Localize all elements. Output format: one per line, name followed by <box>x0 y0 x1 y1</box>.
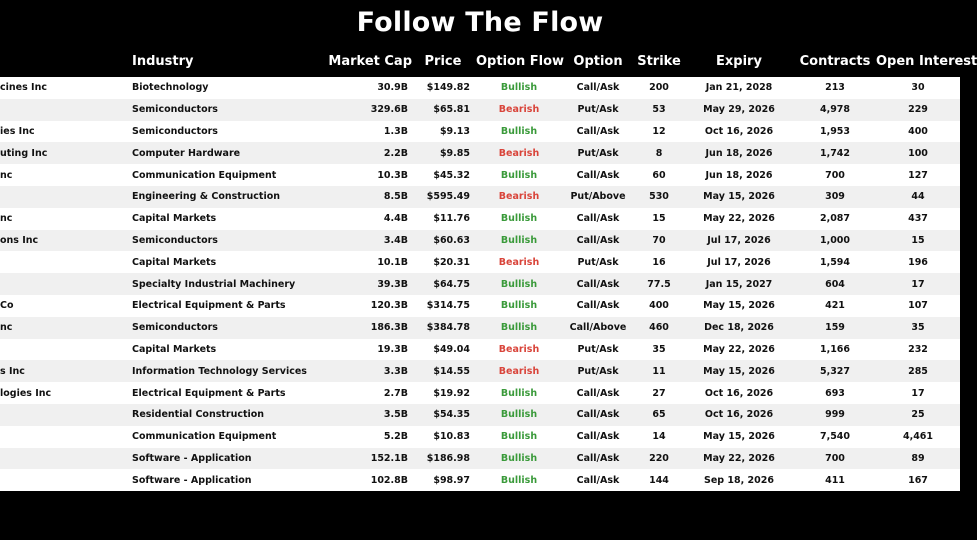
cell-contracts: 999 <box>794 404 876 426</box>
cell-open-interest: 232 <box>876 339 960 361</box>
cell-open-interest: 100 <box>876 142 960 164</box>
cell-industry: Residential Construction <box>128 404 328 426</box>
cell-option-flow: Bullish <box>476 426 562 448</box>
cell-price: $14.55 <box>416 360 476 382</box>
cell-option-flow: Bullish <box>476 317 562 339</box>
cell-market-cap: 10.3B <box>328 164 416 186</box>
cell-open-interest: 35 <box>876 317 960 339</box>
cell-company: cines Inc <box>0 77 128 99</box>
cell-open-interest: 25 <box>876 404 960 426</box>
cell-option-flow: Bearish <box>476 339 562 361</box>
cell-price: $19.92 <box>416 382 476 404</box>
cell-contracts: 1,953 <box>794 121 876 143</box>
table-row <box>0 186 960 208</box>
cell-price: $314.75 <box>416 295 476 317</box>
cell-contracts: 4,978 <box>794 99 876 121</box>
cell-option: Call/Ask <box>562 382 634 404</box>
cell-strike: 70 <box>634 230 684 252</box>
table-row <box>0 339 960 361</box>
cell-industry: Capital Markets <box>128 251 328 273</box>
cell-company <box>0 448 128 470</box>
cell-open-interest: 107 <box>876 295 960 317</box>
table-row <box>0 360 960 382</box>
cell-expiry: May 22, 2026 <box>684 208 794 230</box>
cell-expiry: May 29, 2026 <box>684 99 794 121</box>
cell-price: $9.13 <box>416 121 476 143</box>
cell-expiry: May 15, 2026 <box>684 186 794 208</box>
cell-strike: 16 <box>634 251 684 273</box>
cell-strike: 53 <box>634 99 684 121</box>
table-row <box>0 317 960 339</box>
cell-company <box>0 186 128 208</box>
cell-expiry: Jun 18, 2026 <box>684 142 794 164</box>
cell-option-flow: Bullish <box>476 121 562 143</box>
cell-expiry: May 22, 2026 <box>684 339 794 361</box>
column-header-company <box>0 46 128 77</box>
cell-company <box>0 426 128 448</box>
cell-industry: Communication Equipment <box>128 164 328 186</box>
cell-industry: Capital Markets <box>128 339 328 361</box>
cell-strike: 27 <box>634 382 684 404</box>
cell-expiry: May 15, 2026 <box>684 295 794 317</box>
cell-strike: 11 <box>634 360 684 382</box>
cell-industry: Semiconductors <box>128 121 328 143</box>
cell-price: $65.81 <box>416 99 476 121</box>
cell-market-cap: 186.3B <box>328 317 416 339</box>
cell-option: Call/Ask <box>562 295 634 317</box>
cell-option-flow: Bullish <box>476 448 562 470</box>
cell-industry: Electrical Equipment & Parts <box>128 382 328 404</box>
column-header-price: Price <box>424 54 462 69</box>
column-header-industry: Industry <box>132 54 194 69</box>
cell-open-interest: 437 <box>876 208 960 230</box>
cell-option-flow: Bearish <box>476 186 562 208</box>
cell-price: $54.35 <box>416 404 476 426</box>
cell-option: Call/Ask <box>562 469 634 491</box>
cell-option: Put/Ask <box>562 251 634 273</box>
cell-option: Call/Above <box>562 317 634 339</box>
cell-industry: Biotechnology <box>128 77 328 99</box>
cell-market-cap: 329.6B <box>328 99 416 121</box>
cell-expiry: Jul 17, 2026 <box>684 251 794 273</box>
cell-company <box>0 339 128 361</box>
table-row <box>0 99 960 121</box>
table-row <box>0 142 960 164</box>
cell-open-interest: 89 <box>876 448 960 470</box>
cell-strike: 8 <box>634 142 684 164</box>
cell-price: $384.78 <box>416 317 476 339</box>
cell-company: nc <box>0 164 128 186</box>
cell-strike: 14 <box>634 426 684 448</box>
cell-company: ies Inc <box>0 121 128 143</box>
table-row <box>0 448 960 470</box>
table-row <box>0 469 960 491</box>
cell-contracts: 213 <box>794 77 876 99</box>
cell-option-flow: Bullish <box>476 164 562 186</box>
cell-company: Co <box>0 295 128 317</box>
cell-expiry: Jun 18, 2026 <box>684 164 794 186</box>
cell-market-cap: 4.4B <box>328 208 416 230</box>
cell-market-cap: 30.9B <box>328 77 416 99</box>
cell-contracts: 411 <box>794 469 876 491</box>
cell-contracts: 693 <box>794 382 876 404</box>
cell-strike: 65 <box>634 404 684 426</box>
cell-strike: 12 <box>634 121 684 143</box>
column-header-open-interest: Open Interest <box>876 54 977 69</box>
cell-open-interest: 4,461 <box>876 426 960 448</box>
cell-expiry: May 15, 2026 <box>684 426 794 448</box>
cell-price: $49.04 <box>416 339 476 361</box>
cell-market-cap: 39.3B <box>328 273 416 295</box>
cell-market-cap: 10.1B <box>328 251 416 273</box>
cell-option-flow: Bearish <box>476 251 562 273</box>
option-flow-table <box>0 46 977 491</box>
cell-contracts: 1,000 <box>794 230 876 252</box>
cell-strike: 15 <box>634 208 684 230</box>
table-row <box>0 230 960 252</box>
cell-company: uting Inc <box>0 142 128 164</box>
cell-open-interest: 196 <box>876 251 960 273</box>
cell-option-flow: Bullish <box>476 382 562 404</box>
cell-option: Call/Ask <box>562 273 634 295</box>
cell-price: $60.63 <box>416 230 476 252</box>
table-row <box>0 295 960 317</box>
cell-expiry: Jul 17, 2026 <box>684 230 794 252</box>
cell-market-cap: 152.1B <box>328 448 416 470</box>
table-row <box>0 164 960 186</box>
table-row <box>0 208 960 230</box>
cell-strike: 144 <box>634 469 684 491</box>
column-header-strike: Strike <box>637 54 681 69</box>
cell-strike: 530 <box>634 186 684 208</box>
cell-expiry: Jan 21, 2028 <box>684 77 794 99</box>
cell-company <box>0 273 128 295</box>
cell-market-cap: 3.5B <box>328 404 416 426</box>
cell-company: logies Inc <box>0 382 128 404</box>
cell-market-cap: 19.3B <box>328 339 416 361</box>
cell-open-interest: 167 <box>876 469 960 491</box>
cell-expiry: May 22, 2026 <box>684 448 794 470</box>
cell-price: $64.75 <box>416 273 476 295</box>
cell-open-interest: 127 <box>876 164 960 186</box>
cell-industry: Semiconductors <box>128 230 328 252</box>
cell-option-flow: Bullish <box>476 295 562 317</box>
cell-price: $11.76 <box>416 208 476 230</box>
cell-industry: Software - Application <box>128 448 328 470</box>
cell-company: nc <box>0 317 128 339</box>
cell-expiry: Oct 16, 2026 <box>684 121 794 143</box>
cell-contracts: 309 <box>794 186 876 208</box>
cell-contracts: 1,742 <box>794 142 876 164</box>
cell-option: Put/Ask <box>562 339 634 361</box>
cell-contracts: 604 <box>794 273 876 295</box>
cell-strike: 400 <box>634 295 684 317</box>
cell-option-flow: Bullish <box>476 77 562 99</box>
cell-open-interest: 30 <box>876 77 960 99</box>
cell-option: Call/Ask <box>562 164 634 186</box>
cell-open-interest: 285 <box>876 360 960 382</box>
cell-expiry: May 15, 2026 <box>684 360 794 382</box>
cell-strike: 77.5 <box>634 273 684 295</box>
cell-market-cap: 8.5B <box>328 186 416 208</box>
cell-option: Call/Ask <box>562 208 634 230</box>
table-row <box>0 404 960 426</box>
cell-option-flow: Bullish <box>476 469 562 491</box>
cell-option: Call/Ask <box>562 426 634 448</box>
cell-industry: Semiconductors <box>128 99 328 121</box>
cell-option: Call/Ask <box>562 230 634 252</box>
cell-company <box>0 469 128 491</box>
cell-option: Put/Ask <box>562 142 634 164</box>
cell-price: $595.49 <box>416 186 476 208</box>
cell-market-cap: 2.7B <box>328 382 416 404</box>
cell-price: $186.98 <box>416 448 476 470</box>
cell-price: $98.97 <box>416 469 476 491</box>
cell-company <box>0 251 128 273</box>
cell-market-cap: 3.4B <box>328 230 416 252</box>
cell-option-flow: Bullish <box>476 208 562 230</box>
table-row <box>0 77 960 99</box>
table-header-row <box>0 46 960 77</box>
cell-company: ons Inc <box>0 230 128 252</box>
cell-strike: 220 <box>634 448 684 470</box>
column-header-option: Option <box>573 54 623 69</box>
table-row <box>0 121 960 143</box>
cell-contracts: 1,594 <box>794 251 876 273</box>
cell-open-interest: 15 <box>876 230 960 252</box>
cell-expiry: Oct 16, 2026 <box>684 382 794 404</box>
cell-option-flow: Bearish <box>476 99 562 121</box>
cell-option: Put/Above <box>562 186 634 208</box>
cell-market-cap: 3.3B <box>328 360 416 382</box>
table-row <box>0 251 960 273</box>
cell-option: Call/Ask <box>562 448 634 470</box>
cell-contracts: 5,327 <box>794 360 876 382</box>
cell-industry: Software - Application <box>128 469 328 491</box>
cell-option-flow: Bullish <box>476 230 562 252</box>
cell-open-interest: 229 <box>876 99 960 121</box>
cell-expiry: Dec 18, 2026 <box>684 317 794 339</box>
cell-industry: Engineering & Construction <box>128 186 328 208</box>
column-header-option-flow: Option Flow <box>476 54 565 69</box>
cell-industry: Communication Equipment <box>128 426 328 448</box>
cell-contracts: 700 <box>794 164 876 186</box>
cell-expiry: Sep 18, 2026 <box>684 469 794 491</box>
cell-option-flow: Bullish <box>476 273 562 295</box>
table-row <box>0 382 960 404</box>
cell-expiry: Jan 15, 2027 <box>684 273 794 295</box>
cell-market-cap: 102.8B <box>328 469 416 491</box>
cell-industry: Electrical Equipment & Parts <box>128 295 328 317</box>
cell-strike: 460 <box>634 317 684 339</box>
cell-price: $45.32 <box>416 164 476 186</box>
cell-option: Put/Ask <box>562 99 634 121</box>
cell-contracts: 7,540 <box>794 426 876 448</box>
column-header-expiry: Expiry <box>716 54 762 69</box>
cell-industry: Semiconductors <box>128 317 328 339</box>
cell-contracts: 1,166 <box>794 339 876 361</box>
cell-company <box>0 404 128 426</box>
cell-expiry: Oct 16, 2026 <box>684 404 794 426</box>
cell-industry: Specialty Industrial Machinery <box>128 273 328 295</box>
cell-industry: Computer Hardware <box>128 142 328 164</box>
cell-company <box>0 99 128 121</box>
cell-option-flow: Bullish <box>476 404 562 426</box>
cell-price: $149.82 <box>416 77 476 99</box>
cell-open-interest: 400 <box>876 121 960 143</box>
table-row <box>0 273 960 295</box>
cell-open-interest: 17 <box>876 382 960 404</box>
cell-contracts: 700 <box>794 448 876 470</box>
cell-market-cap: 5.2B <box>328 426 416 448</box>
cell-option: Put/Ask <box>562 360 634 382</box>
cell-company: nc <box>0 208 128 230</box>
cell-strike: 200 <box>634 77 684 99</box>
cell-option: Call/Ask <box>562 77 634 99</box>
cell-contracts: 159 <box>794 317 876 339</box>
cell-option-flow: Bearish <box>476 142 562 164</box>
cell-open-interest: 17 <box>876 273 960 295</box>
cell-option-flow: Bearish <box>476 360 562 382</box>
cell-market-cap: 1.3B <box>328 121 416 143</box>
cell-market-cap: 2.2B <box>328 142 416 164</box>
cell-open-interest: 44 <box>876 186 960 208</box>
cell-strike: 35 <box>634 339 684 361</box>
page-title: Follow The Flow <box>356 7 604 38</box>
cell-industry: Information Technology Services <box>128 360 328 382</box>
cell-option: Call/Ask <box>562 121 634 143</box>
cell-option: Call/Ask <box>562 404 634 426</box>
cell-price: $9.85 <box>416 142 476 164</box>
cell-price: $20.31 <box>416 251 476 273</box>
cell-market-cap: 120.3B <box>328 295 416 317</box>
column-header-market-cap: Market Cap <box>328 54 412 69</box>
column-header-contracts: Contracts <box>799 54 871 69</box>
cell-contracts: 421 <box>794 295 876 317</box>
table-row <box>0 426 960 448</box>
cell-company: s Inc <box>0 360 128 382</box>
cell-contracts: 2,087 <box>794 208 876 230</box>
cell-strike: 60 <box>634 164 684 186</box>
cell-industry: Capital Markets <box>128 208 328 230</box>
cell-price: $10.83 <box>416 426 476 448</box>
